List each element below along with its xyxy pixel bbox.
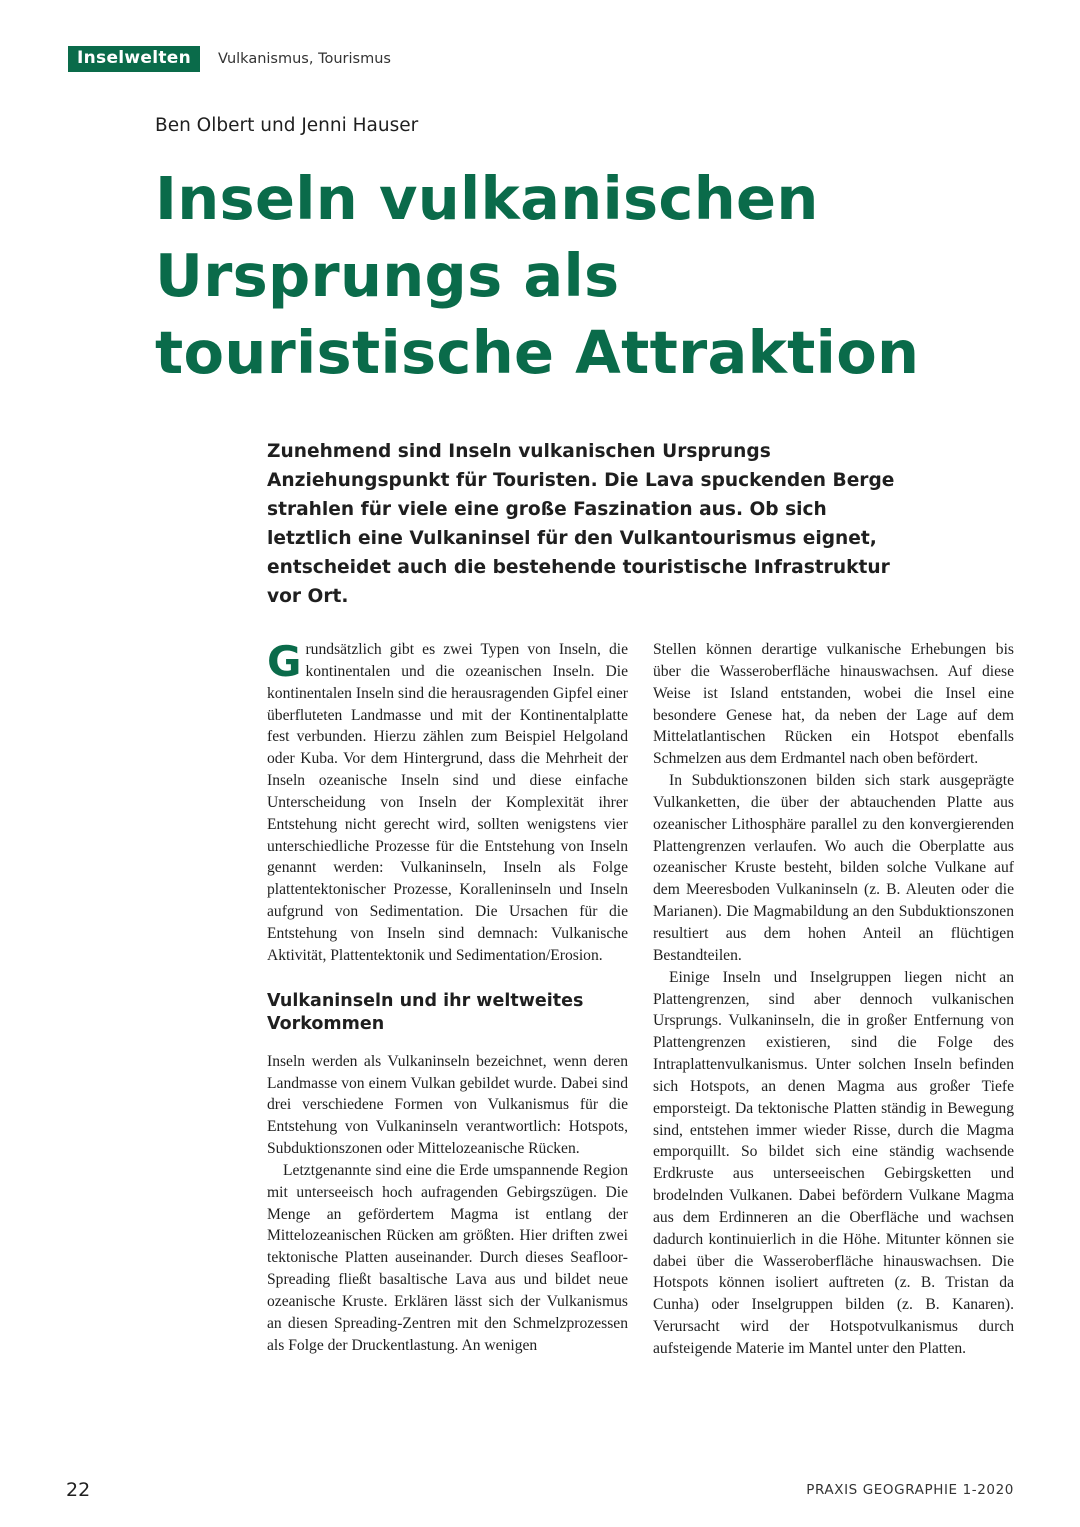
column-right (653, 639, 1014, 1360)
title-line: Inseln vulkanischen (155, 164, 819, 233)
body-paragraph: Stellen können derartige vulkanische Erhebungen bis über die Wasseroberfläche hinauswachsen. Auf diese Weise ist Island entstanden, wobei die Insel eine besondere Genese hat, da neben der Lage auf dem Mittelatlantischen Rücken ein Hotspot ebenfalls Schmelzen aus dem Erdmantel nach oben befördert. (653, 641, 1014, 768)
body-paragraph: Inseln werden als Vulkaninseln bezeichnet, wenn deren Landmasse von einem Vulkan gebildet wurde. Dabei sind drei verschiedene Formen von Vulkanismus für die Entstehung von Vulkaninseln verantwortlich: Hotspots, Subduktionszonen oder Mittelozeanische Rücken. (267, 1052, 628, 1158)
title-line: Ursprungs als (155, 241, 620, 310)
lead-paragraph: Zunehmend sind Inseln vulkanischen Ursprungs Anziehungspunkt für Touristen. Die Lava spuckenden Berge strahlen für viele eine große Faszination aus. Ob sich letztlich eine Vulkaninsel für den Vulkantourismus eignet, entscheidet auch die bestehende touristische Infrastruktur vor Ort. (267, 441, 895, 607)
running-header (68, 46, 391, 72)
authors: Ben Olbert und Jenni Hauser (155, 115, 419, 136)
section-subheading: Vulkaninseln und ihr weltweites Vorkommen (267, 990, 584, 1034)
body-paragraph (267, 639, 628, 967)
title-line: touristische Attraktion (155, 318, 920, 387)
body-paragraph: Letztgenannte sind eine die Erde umspannende Region mit unterseeisch hoch aufragenden Gebirgszügen. Die Menge an gefördertem Magma ist entlang der Mittelozeanischen Rücken am größten. Hier driften zwei tektonische Platten auseinander. Durch dieses Seafloor-Spreading fließt basaltische Lava aus und bildet neue ozeanische Kruste. Erklären lässt sich der Vulkanismus an diesen Spreading-Zentren mit den Schmelzprozessen als Folge der Druckentlastung. An wenigen (267, 1161, 628, 1354)
body-paragraph: In Subduktionszonen bilden sich stark ausgeprägte Vulkanketten, die über der abtauchenden Platte aus ozeanischer Lithosphäre parallel zu den konvergierenden Plattengrenzen verlaufen. Wo auch die Oberplatte aus ozeanischer Kruste besteht, bilden solche Vulkane auf dem Meeresboden Vulkaninseln (z. B. Aleuten oder die Marianen). Die Magmabildung an den Subduktionszonen resultiert aus dem hohen Anteil an flüchtigen Bestandteilen. (653, 772, 1014, 964)
paragraph-text: rundsätzlich gibt es zwei Typen von Inseln, die kontinentalen und die ozeanischen Inseln. Die kontinentalen Inseln sind die herausragenden Gipfel einer überfluteten Landmasse und mit der Kontinentalplatte fest verbunden. Hierzu zählen zum Beispiel Helgoland oder Kuba. Vor dem Hintergrund, dass die Mehrheit der Inseln ozeanische Inseln sind und diese einfache Unterscheidung von Inseln der Komplexität ihrer Entstehung nicht gerecht wird, sollten wenigstens vier unterschiedliche Prozesse für die Entstehung von Inseln genannt werden: Vulkaninseln, Inseln als Folge plattentektonischer Prozesse, Koralleninseln und Inseln aufgrund von Sedimentation. Die Ursachen für die Entstehung von Inseln sind demnach: Vulkanische Aktivität, Plattentektonik und Sedimentation/Erosion. (267, 641, 628, 964)
column-left (267, 639, 628, 1356)
journal-footer: PRAXIS GEOGRAPHIE 1-2020 (806, 1482, 1014, 1498)
topic-keywords: Vulkanismus, Tourismus (218, 51, 391, 67)
drop-cap: G (267, 637, 302, 686)
section-label: Inselwelten (68, 46, 200, 72)
body-paragraph: Einige Inseln und Inselgruppen liegen nicht an Plattengrenzen, sind aber dennoch vulkanischen Ursprungs. Vulkaninseln, die in großer Entfernung von Plattengrenzen existieren, sind die Folge des Intraplattenvulkanismus. Unter solchen Inseln befinden sich Hotspots, an denen Magma aus großer Tiefe emporsteigt. Da tektonische Platten ständig in Bewegung sind, entstehen immer wieder Risse, durch die Magma emporquillt. So bildet sich eine ständig wachsende Erdkruste aus unterseeischen Gebirgsketten und brodelnden Vulkanen. Dabei befördern Vulkane Magma aus dem Erdinneren an die Oberfläche und wachsen dadurch kontinuierlich in die Höhe. Mitunter können sie dabei über die Wasseroberfläche hinauswachsen. Die Hotspots können isoliert auftreten (z. B. Tristan da Cunha) oder Inselgruppen bilden (z. B. Kanaren). Verursacht wird der Hotspotvulkanismus durch aufsteigende Materie im Mantel unter den Platten. (653, 968, 1014, 1357)
page-number: 22 (66, 1479, 91, 1501)
article-title (155, 160, 1035, 391)
